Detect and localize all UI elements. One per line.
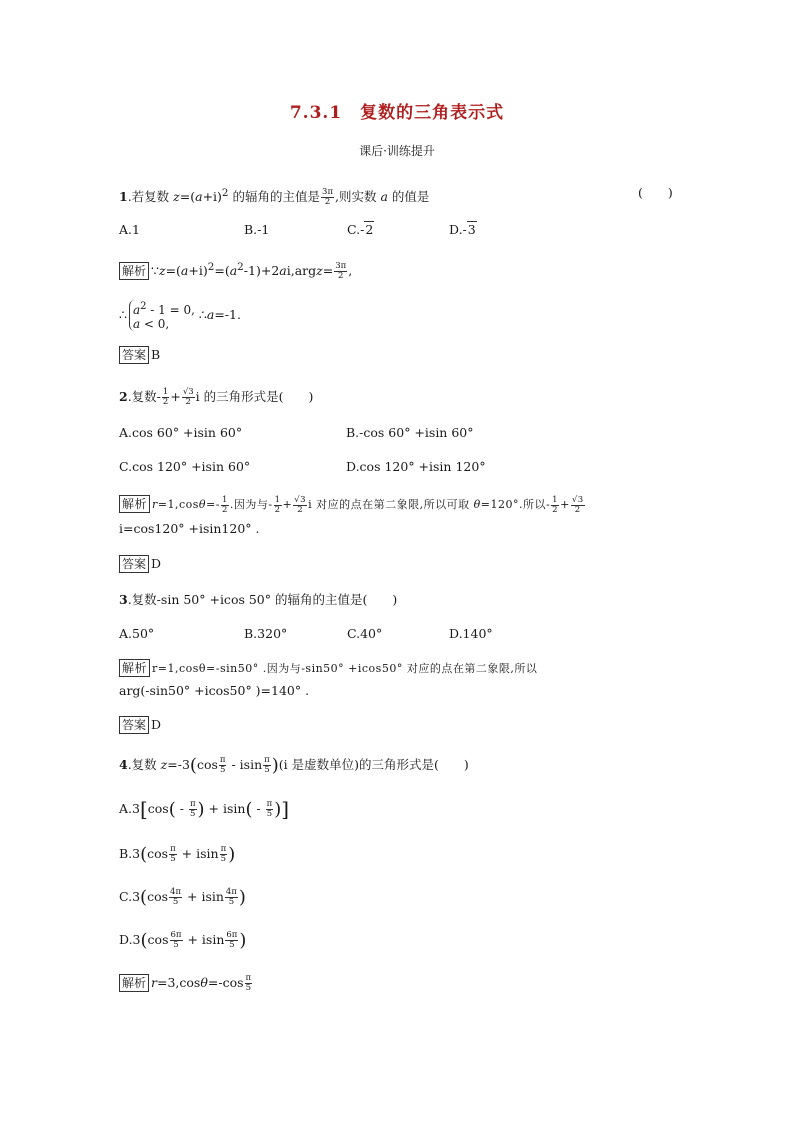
q3-analysis	[119, 659, 537, 678]
q4-analysis: 解析 r=3,cosθ=-cos $\frac{\pi}{5}$	[119, 974, 253, 993]
page-subtitle: 课后·训练提升	[359, 144, 435, 158]
q4-option-c: C.3(cos $\frac{4\pi}{5}$ + isin $\frac{4\pi}{5}$ )	[119, 887, 246, 908]
q4-option-b: B.3(cos $\frac{\pi}{5}$ + isin $\frac{\pi}{5}$ )	[119, 844, 236, 865]
question-number: 1	[119, 189, 128, 205]
q1-option-d: D.-3	[449, 222, 476, 237]
answer-value: B	[151, 347, 161, 362]
q3-option-a: A.50°	[119, 626, 155, 641]
q3-option-b: B.320°	[244, 626, 288, 641]
q3-analysis-cont: arg(-sin50° +icos50° )=140° .	[119, 683, 310, 698]
question-4: 4.复数 z=-3(cos $\frac{\pi}{5}$ - isin $\frac{\pi}{5}$ )(i 是虚数单位)的三角形式是( )	[119, 755, 469, 776]
q2-analysis-cont: i=cos120° +isin120° .	[119, 521, 260, 536]
question-3: 3.复数-sin 50° +icos 50° 的辐角的主值是( )	[119, 592, 398, 607]
question-number: 3	[119, 592, 128, 607]
answer-value: D	[151, 556, 162, 571]
analysis-tag: 解析	[119, 974, 149, 992]
q1-option-a: A.1	[119, 222, 140, 237]
analysis-tag: 解析	[119, 659, 150, 677]
analysis-tag: 解析	[119, 262, 149, 280]
q1-answer	[119, 346, 160, 364]
q2-option-c: C.cos 120° +isin 60°	[119, 459, 251, 474]
q1-option-c: C.-2	[347, 222, 374, 237]
question-1: 1.若复数 $z=(a+i)^2$ 的辐角的主值是 $\frac{3\pi}{2}$ ,则实数 a 的值是 ( )	[119, 185, 673, 208]
page-title: 7.3.1 复数的三角表示式	[289, 103, 505, 123]
question-2: 2.复数- $\frac{1}{2}$ + $\frac{√3}{2}$ i 的三角形式是( )	[119, 387, 314, 407]
q3-option-c: C.40°	[347, 626, 383, 641]
q1-analysis-system: ∴ $a^2 - 1 = 0$, a < 0, ∴a=-1.	[119, 301, 241, 331]
q3-answer	[119, 716, 161, 734]
q3-option-d: D.140°	[449, 626, 493, 641]
analysis-tag: 解析	[119, 495, 150, 513]
q4-option-a: A.3[cos( - $\frac{\pi}{5}$ ) + isin( - $\frac{\pi}{5}$ )]	[119, 797, 290, 821]
answer-tag: 答案	[119, 555, 149, 573]
q4-option-d: D.3(cos $\frac{6\pi}{5}$ + isin $\frac{6\pi}{5}$ )	[119, 930, 247, 951]
question-number: 2	[119, 389, 128, 404]
fraction: $\frac{3\pi}{2}$	[322, 187, 334, 208]
q1-analysis: 解析 $\because z=(a+i)^2=(a^2-1)+2ai,argz=$ $\frac{3\pi}{2}$ ,	[119, 258, 352, 281]
question-number: 4	[119, 757, 128, 772]
analysis-text: r=1,cosθ=-sin50° .因为与-sin50° +icos50° 对应的点在第二象限,所以	[152, 662, 538, 675]
answer-value: D	[151, 717, 162, 732]
q2-analysis: 解析 r=1,cosθ=- $\frac{1}{2}$ .因为与- $\frac{1}{2}$ + $\frac{√3}{2}$ i 对应的点在第二象限,所以可取 θ=120°.所以- $\frac{1}{2}$ + $\frac{√3}{2}$	[119, 495, 586, 515]
q1-option-b: B.-1	[244, 222, 270, 237]
q2-option-a: A.cos 60° +isin 60°	[119, 425, 243, 440]
answer-blank: ( )	[638, 185, 673, 200]
answer-tag: 答案	[119, 716, 149, 734]
q2-option-d: D.cos 120° +isin 120°	[346, 459, 486, 474]
q2-option-b: B.-cos 60° +isin 60°	[346, 425, 474, 440]
answer-tag: 答案	[119, 346, 149, 364]
q2-answer	[119, 555, 161, 573]
